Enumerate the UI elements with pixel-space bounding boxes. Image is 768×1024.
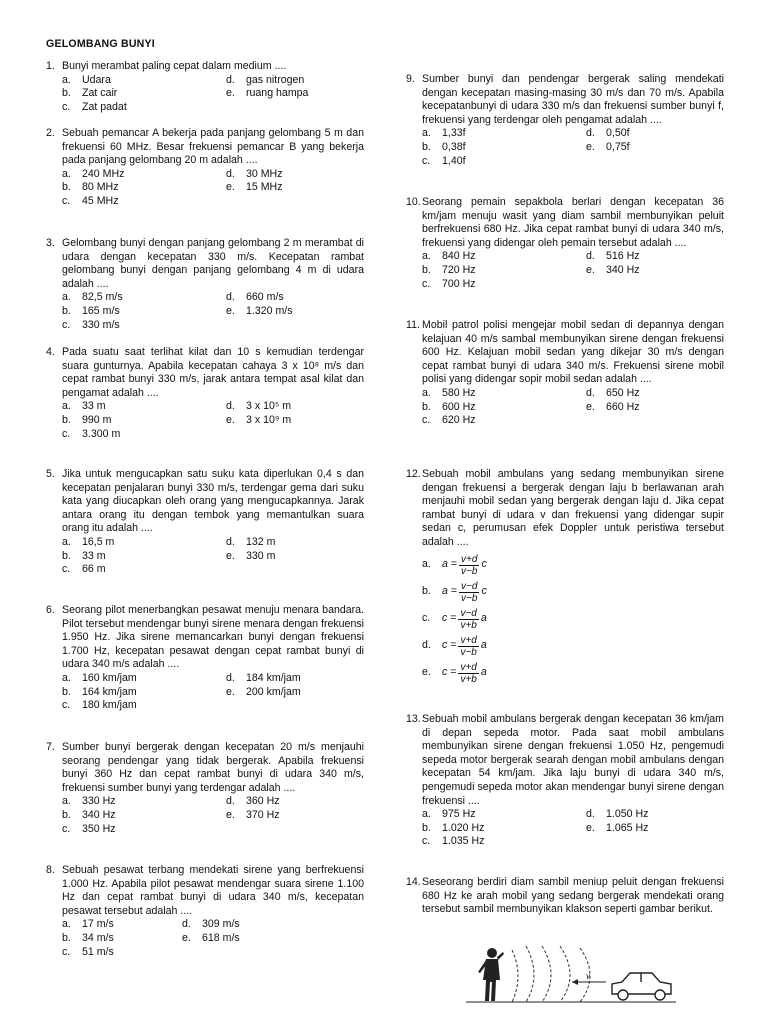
answer-option[interactable] — [62, 918, 182, 932]
answer-option[interactable] — [62, 87, 226, 101]
option-text: 51 m/s — [82, 945, 114, 958]
answer-option[interactable] — [226, 809, 366, 823]
option-letter: b. — [422, 263, 431, 276]
option-letter: e. — [586, 140, 595, 153]
option-letter: e. — [586, 821, 595, 834]
answer-options — [62, 291, 364, 332]
option-text: 340 Hz — [606, 263, 640, 276]
answer-option[interactable] — [226, 291, 366, 305]
question-number: 13. — [406, 713, 421, 725]
question-number: 4. — [46, 346, 55, 358]
question-number: 1. — [46, 60, 55, 72]
answer-option[interactable] — [182, 932, 322, 946]
formula-fraction — [458, 662, 478, 685]
question-3 — [46, 237, 364, 332]
option-letter: a. — [62, 400, 71, 413]
option-letter: e. — [226, 808, 235, 821]
option-letter: d. — [226, 291, 235, 304]
option-text: 309 m/s — [202, 918, 240, 931]
formula-rhs: c — [481, 558, 487, 571]
question-number: 8. — [46, 864, 55, 876]
option-letter: a. — [62, 73, 71, 86]
answer-option[interactable] — [422, 414, 586, 428]
option-text: 45 MHz — [82, 194, 119, 207]
formula-options — [422, 552, 724, 687]
page-title: GELOMBANG BUNYI — [46, 38, 155, 50]
answer-option[interactable] — [226, 74, 366, 88]
question-number: 9. — [406, 73, 415, 85]
answer-option[interactable] — [62, 809, 226, 823]
answer-option[interactable] — [62, 101, 226, 115]
answer-option[interactable] — [586, 141, 726, 155]
answer-options — [62, 918, 364, 959]
question-10 — [406, 196, 724, 291]
option-letter: c. — [62, 194, 71, 207]
question-14 — [406, 876, 724, 917]
option-letter: e. — [226, 685, 235, 698]
option-letter: e. — [586, 263, 595, 276]
answer-option[interactable] — [586, 250, 726, 264]
option-text: 132 m — [246, 535, 276, 548]
answer-option[interactable] — [422, 278, 586, 292]
option-text: 1.020 Hz — [442, 821, 485, 834]
option-letter: c. — [62, 822, 71, 835]
option-text: 17 m/s — [82, 918, 114, 931]
option-letter: b. — [422, 400, 431, 413]
option-letter: a. — [62, 167, 71, 180]
answer-option[interactable] — [422, 127, 586, 141]
answer-option[interactable] — [422, 808, 586, 822]
question-number: 5. — [46, 468, 55, 480]
answer-option[interactable] — [62, 400, 226, 414]
option-letter: b. — [422, 821, 431, 834]
question-number: 10. — [406, 196, 421, 208]
option-letter: e. — [226, 87, 235, 100]
option-text: 990 m — [82, 413, 112, 426]
option-letter: c. — [422, 414, 431, 427]
option-letter: a. — [62, 671, 71, 684]
formula-fraction — [459, 581, 479, 604]
answer-option[interactable] — [182, 918, 322, 932]
answer-option[interactable] — [62, 672, 226, 686]
formula-fraction — [458, 608, 478, 631]
velocity-label: v — [586, 971, 590, 981]
option-text: 0,75f — [606, 140, 630, 153]
option-text: 15 MHz — [246, 181, 283, 194]
answer-option[interactable] — [226, 686, 366, 700]
doppler-illustration — [466, 944, 676, 1006]
option-letter: e. — [422, 666, 431, 679]
option-letter: c. — [62, 945, 71, 958]
option-text: 1.065 Hz — [606, 821, 649, 834]
option-text: 180 km/jam — [82, 699, 137, 712]
answer-option[interactable] — [62, 305, 226, 319]
answer-option[interactable] — [422, 250, 586, 264]
option-text: Udara — [82, 73, 111, 86]
answer-option[interactable] — [586, 387, 726, 401]
answer-option[interactable] — [422, 822, 586, 836]
answer-options — [422, 387, 724, 428]
option-text: 330 m/s — [82, 318, 120, 331]
fraction-denominator: v+b — [460, 619, 477, 631]
answer-option[interactable] — [62, 823, 226, 837]
question-1 — [46, 60, 364, 114]
option-letter: a. — [422, 558, 431, 571]
fraction-denominator: v−b — [461, 565, 478, 577]
question-5 — [46, 468, 364, 577]
option-letter: b. — [62, 413, 71, 426]
option-text: 1.035 Hz — [442, 835, 485, 848]
answer-option[interactable] — [62, 699, 226, 713]
option-letter: e. — [226, 304, 235, 317]
answer-option[interactable]: e. c = $\frac{v+d}{v+b}$ a — [422, 661, 487, 685]
option-text: 840 Hz — [442, 250, 476, 263]
option-text: 330 Hz — [82, 795, 116, 808]
option-text: ruang hampa — [246, 87, 309, 100]
question-6 — [46, 604, 364, 713]
option-text: 33 m — [82, 400, 106, 413]
option-letter: a. — [422, 250, 431, 263]
answer-option[interactable] — [62, 319, 226, 333]
option-letter: a. — [62, 291, 71, 304]
option-letter: d. — [586, 127, 595, 140]
question-number: 12. — [406, 468, 421, 480]
answer-option[interactable] — [62, 181, 226, 195]
question-stem: Sumber bunyi bergerak dengan kecepatan 20 m/s menjauhi seorang pendengar yang tidak bergerak. Apabila frekuensi bunyi 360 Hz dan cepat rambat bunyi di udara 340 m/s, frekuensi sumber bunyi yang terdengar adalah .... — [62, 741, 364, 794]
option-text: 975 Hz — [442, 808, 476, 821]
formula-lhs: c — [442, 666, 448, 679]
option-letter: b. — [62, 181, 71, 194]
answer-options — [62, 168, 364, 209]
answer-options — [422, 250, 724, 291]
answer-option[interactable] — [226, 414, 366, 428]
question-stem: Seorang pemain sepakbola berlari dengan kecepatan 36 km/jam menuju wasit yang diam sambil membunyikan peluit berfrekuensi 680 Hz. Jika cepat rambat bunyi di udara 340 m/s, frekuensi yang didengar oleh pemain tersebut adalah .... — [422, 196, 724, 249]
answer-option[interactable] — [62, 686, 226, 700]
formula-rhs: a — [480, 639, 487, 652]
option-letter: c. — [62, 318, 71, 331]
option-text: 620 Hz — [442, 414, 476, 427]
answer-option[interactable] — [226, 536, 366, 550]
option-text: 350 Hz — [82, 822, 116, 835]
option-letter: c. — [62, 427, 71, 440]
option-letter: a. — [62, 535, 71, 548]
option-text: 164 km/jam — [82, 685, 137, 698]
answer-option[interactable] — [422, 141, 586, 155]
option-text: Zat cair — [82, 87, 118, 100]
option-letter: b. — [62, 304, 71, 317]
answer-option[interactable] — [62, 795, 226, 809]
option-text: 0,50f — [606, 127, 630, 140]
question-4 — [46, 346, 364, 441]
formula-fraction — [459, 554, 479, 577]
answer-option[interactable] — [422, 835, 586, 849]
question-stem: Seorang pilot menerbangkan pesawat menuju menara bandara. Pilot tersebut mendengar bunyi sirene menara dengan frekuensi 1.950 Hz. Jika sirene memancarkan bunyi dengan frekuensi 1.700 Hz, kecepatan pesawat dengan cepat rambat bunyi di udara 340 m/s adalah .... — [62, 604, 364, 671]
answer-options — [62, 672, 364, 713]
answer-option[interactable] — [226, 168, 366, 182]
option-letter: e. — [226, 181, 235, 194]
option-letter: b. — [62, 931, 71, 944]
answer-options — [62, 74, 364, 115]
fraction-numerator: v−d — [461, 580, 478, 592]
formula-rhs: a — [480, 666, 487, 679]
fraction-numerator: v+d — [460, 661, 477, 673]
fraction-numerator: v+d — [461, 553, 478, 565]
formula-lhs: c — [442, 612, 448, 625]
option-text: 720 Hz — [442, 263, 476, 276]
answer-option[interactable] — [62, 536, 226, 550]
answer-option[interactable] — [226, 550, 366, 564]
question-number: 2. — [46, 127, 55, 139]
answer-option[interactable] — [62, 946, 182, 960]
option-letter: d. — [226, 400, 235, 413]
answer-option[interactable] — [422, 264, 586, 278]
car-figure — [612, 973, 671, 1000]
answer-option[interactable] — [422, 155, 586, 169]
fraction-numerator: v+d — [460, 634, 477, 646]
option-letter: a. — [422, 808, 431, 821]
answer-option[interactable] — [226, 305, 366, 319]
answer-option[interactable] — [422, 387, 586, 401]
option-text: 660 m/s — [246, 291, 284, 304]
option-text: 1,40f — [442, 154, 466, 167]
option-text: 200 km/jam — [246, 685, 301, 698]
option-text: 580 Hz — [442, 386, 476, 399]
option-text: 1.050 Hz — [606, 808, 649, 821]
option-text: 1.320 m/s — [246, 304, 293, 317]
option-letter: b. — [62, 549, 71, 562]
option-letter: d. — [226, 671, 235, 684]
answer-option[interactable] — [226, 672, 366, 686]
answer-option[interactable] — [62, 414, 226, 428]
formula-rhs: a — [480, 612, 487, 625]
formula-lhs: a — [442, 558, 448, 571]
answer-option[interactable]: d. c = $\frac{v+d}{v-b}$ a — [422, 634, 487, 658]
answer-option[interactable] — [62, 563, 226, 577]
option-text: 700 Hz — [442, 277, 476, 290]
answer-option[interactable] — [62, 550, 226, 564]
option-letter: d. — [226, 73, 235, 86]
answer-option[interactable] — [62, 168, 226, 182]
answer-option[interactable] — [226, 795, 366, 809]
fraction-denominator: v−b — [461, 592, 478, 604]
option-text: 600 Hz — [442, 400, 476, 413]
fraction-denominator: v+b — [460, 673, 477, 685]
answer-option[interactable]: a. a = $\frac{v+d}{v-b}$ c — [422, 553, 487, 577]
option-letter: c. — [62, 699, 71, 712]
question-13 — [406, 713, 724, 849]
option-text: 3.300 m — [82, 427, 121, 440]
formula-fraction — [458, 635, 478, 658]
question-stem: Sebuah mobil ambulans bergerak dengan kecepatan 36 km/jam di depan sepeda motor. Pada saat mobil ambulans membunyikan sirene dengan frekuensi 1.050 Hz, pengemudi sepeda motor bergerak searah dengan mobil ambulans dengan kecepatan 54 km/jam. Jika laju bunyi di udara 340 m/s, pengemudi sepeda motor akan mendengar bunyi sirene dengan frekuensi .... — [422, 713, 724, 807]
option-text: 0,38f — [442, 140, 466, 153]
answer-option[interactable] — [586, 808, 726, 822]
question-stem: Sebuah pesawat terbang mendekati sirene yang berfrekuensi 1.000 Hz. Apabila pilot pesawat mendengar suara sirene 1.100 Hz dan cepat rambat bunyi di udara 340 m/s, kecepatan pesawat tersebut adalah .... — [62, 864, 364, 917]
answer-option[interactable] — [226, 181, 366, 195]
question-9 — [406, 73, 724, 168]
option-letter: a. — [422, 127, 431, 140]
option-letter: c. — [422, 277, 431, 290]
question-number: 14. — [406, 876, 421, 888]
option-text: 160 km/jam — [82, 671, 137, 684]
option-text: 1,33f — [442, 127, 466, 140]
question-stem: Gelombang bunyi dengan panjang gelombang 2 m merambat di udara dengan kecepatan 330 m/s. Kecepatan rambat gelombang bunyi dengan panjang gelombang 4 m di udara adalah .... — [62, 237, 364, 290]
answer-option[interactable] — [62, 428, 226, 442]
option-letter: a. — [422, 386, 431, 399]
question-stem: Sebuah pemancar A bekerja pada panjang gelombang 5 m dan frekuensi 60 MHz. Besar frekuensi pemancar B yang bekerja pada panjang gelombang 20 m adalah .... — [62, 127, 364, 167]
question-7 — [46, 741, 364, 836]
option-letter: e. — [226, 549, 235, 562]
question-stem: Bunyi merambat paling cepat dalam medium .... — [62, 60, 287, 72]
formula-lhs: a — [442, 585, 448, 598]
formula-rhs: c — [481, 585, 487, 598]
question-2 — [46, 127, 364, 209]
option-letter: e. — [182, 931, 191, 944]
answer-options — [62, 795, 364, 836]
answer-option[interactable] — [226, 400, 366, 414]
option-text: 3 x 10⁵ m — [246, 400, 292, 413]
question-number: 7. — [46, 741, 55, 753]
option-letter: b. — [422, 585, 431, 598]
option-text: 650 Hz — [606, 386, 640, 399]
option-letter: d. — [422, 639, 431, 652]
answer-option[interactable] — [62, 291, 226, 305]
option-text: 360 Hz — [246, 795, 280, 808]
option-text: 16,5 m — [82, 535, 115, 548]
option-letter: a. — [62, 795, 71, 808]
option-letter: b. — [422, 140, 431, 153]
question-8 — [46, 864, 364, 959]
answer-option[interactable] — [586, 401, 726, 415]
answer-option[interactable]: c. c = $\frac{v-d}{v+b}$ a — [422, 607, 487, 631]
option-text: 618 m/s — [202, 931, 240, 944]
option-letter: d. — [226, 535, 235, 548]
question-number: 3. — [46, 237, 55, 249]
option-letter: a. — [62, 918, 71, 931]
answer-options — [62, 536, 364, 577]
answer-option[interactable]: b. a = $\frac{v-d}{v-b}$ c — [422, 580, 487, 604]
option-text: 516 Hz — [606, 250, 640, 263]
option-letter: d. — [226, 167, 235, 180]
question-number: 11. — [406, 319, 420, 331]
option-text: 330 m — [246, 549, 276, 562]
answer-option[interactable] — [586, 264, 726, 278]
option-letter: b. — [62, 87, 71, 100]
option-text: 165 m/s — [82, 304, 120, 317]
option-text: 33 m — [82, 549, 106, 562]
option-letter: d. — [182, 918, 191, 931]
option-text: gas nitrogen — [246, 73, 305, 86]
option-letter: b. — [62, 808, 71, 821]
option-text: 66 m — [82, 563, 106, 576]
answer-options — [422, 127, 724, 168]
answer-options — [62, 400, 364, 441]
option-letter: b. — [62, 685, 71, 698]
fraction-numerator: v−d — [460, 607, 477, 619]
option-text: 240 MHz — [82, 167, 125, 180]
question-number: 6. — [46, 604, 55, 616]
option-letter: d. — [586, 808, 595, 821]
answer-option[interactable] — [62, 74, 226, 88]
option-letter: c. — [422, 154, 431, 167]
answer-options — [422, 808, 724, 849]
option-letter: c. — [62, 563, 71, 576]
question-stem: Jika untuk mengucapkan satu suku kata diperlukan 0,4 s dan kecepatan penjalaran bunyi 330 m/s, terdengar gema dari suku kata yang diucapkan oleh orang yang mengucapkannya. Jarak antara orang itu dengan tembok yang memantulkan suara orang itu adalah .... — [62, 468, 364, 535]
answer-option[interactable] — [422, 401, 586, 415]
option-text: 3 x 10⁹ m — [246, 413, 292, 426]
question-stem: Sebuah mobil ambulans yang sedang membunyikan sirene dengan frekuensi a bergerak dengan laju b berlawanan arah menjauhi mobil sedan yang bergerak dengan laju d. Jika cepat rambat bunyi di udara v dan frekuensi yang didengar supir sedan c, perumusan efek Doppler untuk peristiwa tersebut adalah .... — [422, 468, 724, 548]
option-text: 660 Hz — [606, 400, 640, 413]
option-text: 82,5 m/s — [82, 291, 123, 304]
formula-lhs: c — [442, 639, 448, 652]
sound-waves — [512, 946, 590, 1002]
option-letter: e. — [586, 400, 595, 413]
question-12 — [406, 468, 724, 687]
option-letter: c. — [422, 835, 431, 848]
answer-option[interactable] — [62, 195, 226, 209]
option-text: 80 MHz — [82, 181, 119, 194]
question-stem: Mobil patrol polisi mengejar mobil sedan di depannya dengan kelajuan 40 m/s sambal membunyikan sirene dengan frekuensi 600 Hz. Kelajuan mobil sedan yang dikejar 30 m/s dengan cepat rambat bunyi di udara 340 m/s. Frekuensi sirene mobil polisi yang didengar sopir mobil sedan adalah .... — [422, 319, 724, 386]
option-letter: c. — [422, 612, 431, 625]
answer-option[interactable] — [226, 87, 366, 101]
question-11 — [406, 319, 724, 428]
option-letter: d. — [586, 250, 595, 263]
option-text: Zat padat — [82, 100, 127, 113]
answer-option[interactable] — [586, 127, 726, 141]
option-letter: c. — [62, 100, 71, 113]
option-text: 370 Hz — [246, 808, 280, 821]
question-stem: Seseorang berdiri diam sambil meniup peluit dengan frekuensi 680 Hz ke arah mobil yang sedang bergerak mendekati orang tersebut sambil membunyikan klakson seperti gambar berikut. — [422, 876, 724, 916]
option-text: 30 MHz — [246, 167, 283, 180]
option-text: 340 Hz — [82, 808, 116, 821]
option-letter: d. — [226, 795, 235, 808]
person-figure — [478, 948, 504, 1001]
answer-option[interactable] — [62, 932, 182, 946]
option-letter: e. — [226, 413, 235, 426]
option-text: 34 m/s — [82, 931, 114, 944]
answer-option[interactable] — [586, 822, 726, 836]
fraction-denominator: v−b — [460, 646, 477, 658]
option-text: 184 km/jam — [246, 671, 301, 684]
question-stem: Sumber bunyi dan pendengar bergerak saling mendekati dengan kecepatan masing-masing 30 m/s dan 70 m/s. Apabila kecepatanbunyi di udara 330 m/s dan frekuensi sumber bunyi f, frekuensi yang terdengar oleh pengamat adalah .... — [422, 73, 724, 126]
question-stem: Pada suatu saat terlihat kilat dan 10 s kemudian terdengar suara gunturnya. Apabila kecepatan cahaya 3 x 10⁸ m/s dan cepat rambat bunyi 330 m/s, jarak antara tempat asal kilat dan pengamat adalah .... — [62, 346, 364, 399]
option-letter: d. — [586, 386, 595, 399]
